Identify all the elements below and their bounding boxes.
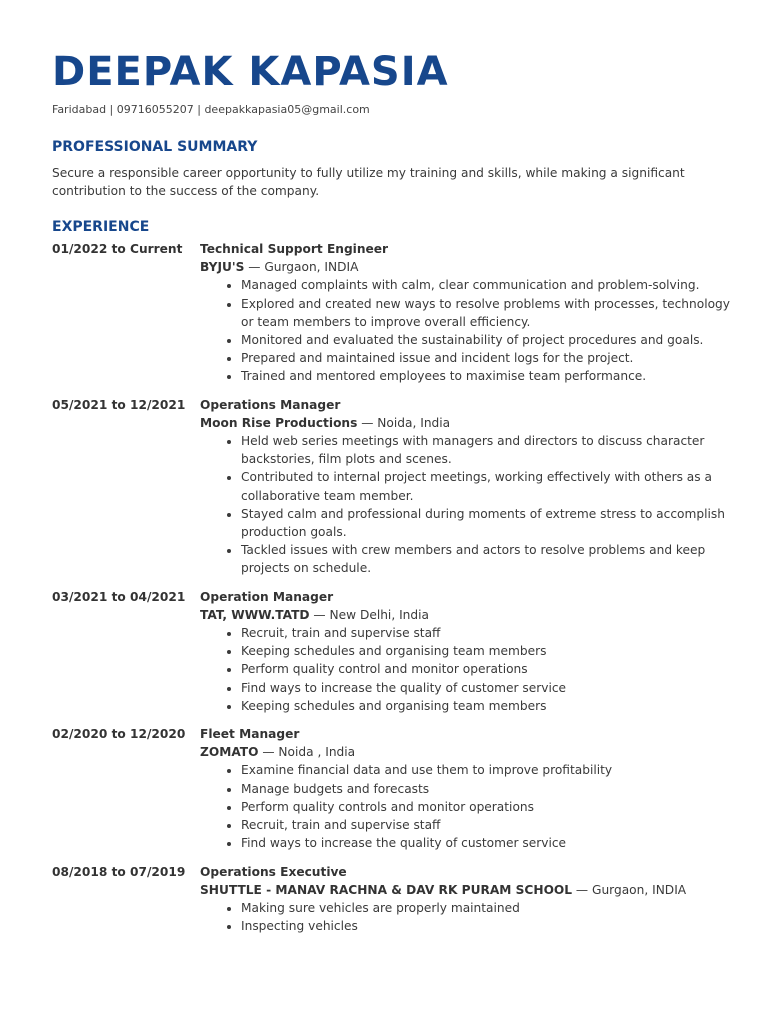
- job-details: [200, 588, 732, 715]
- company-name: ZOMATO: [200, 745, 259, 760]
- company-line: [200, 881, 732, 899]
- company-location: — Noida , India: [258, 745, 356, 760]
- responsibility-item: • Manage budgets and forecasts: [241, 780, 732, 798]
- job-details: [200, 863, 732, 936]
- job-role: Fleet Manager: [200, 727, 300, 742]
- responsibility-item: • Stayed calm and professional during moments of extreme stress to accomplish production goals.: [241, 505, 732, 541]
- responsibility-item: • Trained and mentored employees to maximise team performance.: [241, 367, 732, 385]
- responsibility-item: • Find ways to increase the quality of customer service: [241, 679, 732, 697]
- responsibility-item: • Explored and created new ways to resolve problems with processes, technology or team members to improve overall efficiency.: [241, 295, 732, 331]
- responsibility-item: • Contributed to internal project meetings, working effectively with others as a collaborative team member.: [241, 468, 732, 504]
- company-location: — Noida, India: [357, 415, 451, 430]
- experience-entry: [52, 396, 732, 578]
- job-role: Technical Support Engineer: [200, 242, 389, 256]
- experience-entry: [52, 240, 732, 386]
- responsibility-item: • Prepared and maintained issue and incident logs for the project.: [241, 349, 732, 367]
- job-details: [200, 240, 732, 386]
- responsibility-item: • Recruit, train and supervise staff: [241, 816, 732, 834]
- responsibility-item: • Managed complaints with calm, clear communication and problem-solving.: [241, 276, 732, 294]
- experience-heading: EXPERIENCE: [52, 219, 150, 235]
- job-dates: 01/2022 to Current: [52, 242, 183, 256]
- job-dates: 03/2021 to 04/2021: [52, 589, 186, 604]
- job-dates: 02/2020 to 12/2020: [52, 727, 186, 742]
- company-line: [200, 606, 732, 624]
- job-role: Operation Manager: [200, 589, 334, 604]
- job-role: Operations Manager: [200, 397, 341, 412]
- responsibility-item: • Keeping schedules and organising team members: [241, 642, 732, 660]
- responsibility-item: • Keeping schedules and organising team members: [241, 697, 732, 715]
- company-line: [200, 743, 732, 761]
- responsibility-item: • Inspecting vehicles: [241, 917, 732, 935]
- company-name: SHUTTLE - MANAV RACHNA & DAV RK PURAM SCHOOL: [200, 882, 573, 897]
- job-dates: 05/2021 to 12/2021: [52, 397, 186, 412]
- experience-entry: [52, 863, 732, 936]
- responsibility-item: • Monitored and evaluated the sustainability of project procedures and goals.: [241, 331, 732, 349]
- responsibility-list: [200, 432, 732, 578]
- contact-info: Faridabad | 09716055207 | deepakkapasia05@gmail.com: [52, 103, 370, 116]
- responsibility-item: • Examine financial data and use them to improve profitability: [241, 761, 732, 779]
- company-location: — Gurgaon, INDIA: [572, 882, 687, 897]
- company-line: [200, 414, 732, 432]
- experience-list: [52, 240, 732, 935]
- company-location: — New Delhi, India: [309, 607, 429, 622]
- job-role: Operations Executive: [200, 864, 347, 879]
- summary-text: Secure a responsible career opportunity to fully utilize my training and skills, while making a significant contribution to the success of the company.: [52, 166, 685, 198]
- job-details: [200, 725, 732, 852]
- responsibility-list: [200, 624, 732, 715]
- job-details: [200, 396, 732, 578]
- job-dates: 08/2018 to 07/2019: [52, 864, 186, 879]
- responsibility-item: • Recruit, train and supervise staff: [241, 624, 732, 642]
- responsibility-item: • Held web series meetings with managers and directors to discuss character backstories, film plots and scenes.: [241, 432, 732, 468]
- summary-heading: PROFESSIONAL SUMMARY: [52, 139, 258, 155]
- responsibility-item: • Perform quality control and monitor operations: [241, 660, 732, 678]
- resume-page: [52, 44, 732, 935]
- responsibility-item: • Tackled issues with crew members and actors to resolve problems and keep projects on schedule.: [241, 541, 732, 577]
- candidate-name: DEEPAK KAPASIA: [52, 49, 449, 95]
- company-line: [200, 258, 732, 276]
- responsibility-list: [200, 276, 732, 385]
- responsibility-list: [200, 899, 732, 935]
- company-name: Moon Rise Productions: [200, 415, 358, 430]
- responsibility-item: • Making sure vehicles are properly maintained: [241, 899, 732, 917]
- company-name: TAT, WWW.TATD: [200, 607, 310, 622]
- experience-entry: [52, 588, 732, 715]
- company-location: — Gurgaon, INDIA: [244, 260, 359, 275]
- responsibility-item: • Find ways to increase the quality of customer service: [241, 834, 732, 852]
- responsibility-item: • Perform quality controls and monitor operations: [241, 798, 732, 816]
- company-name: BYJU'S: [200, 260, 245, 275]
- responsibility-list: [200, 761, 732, 852]
- experience-entry: [52, 725, 732, 852]
